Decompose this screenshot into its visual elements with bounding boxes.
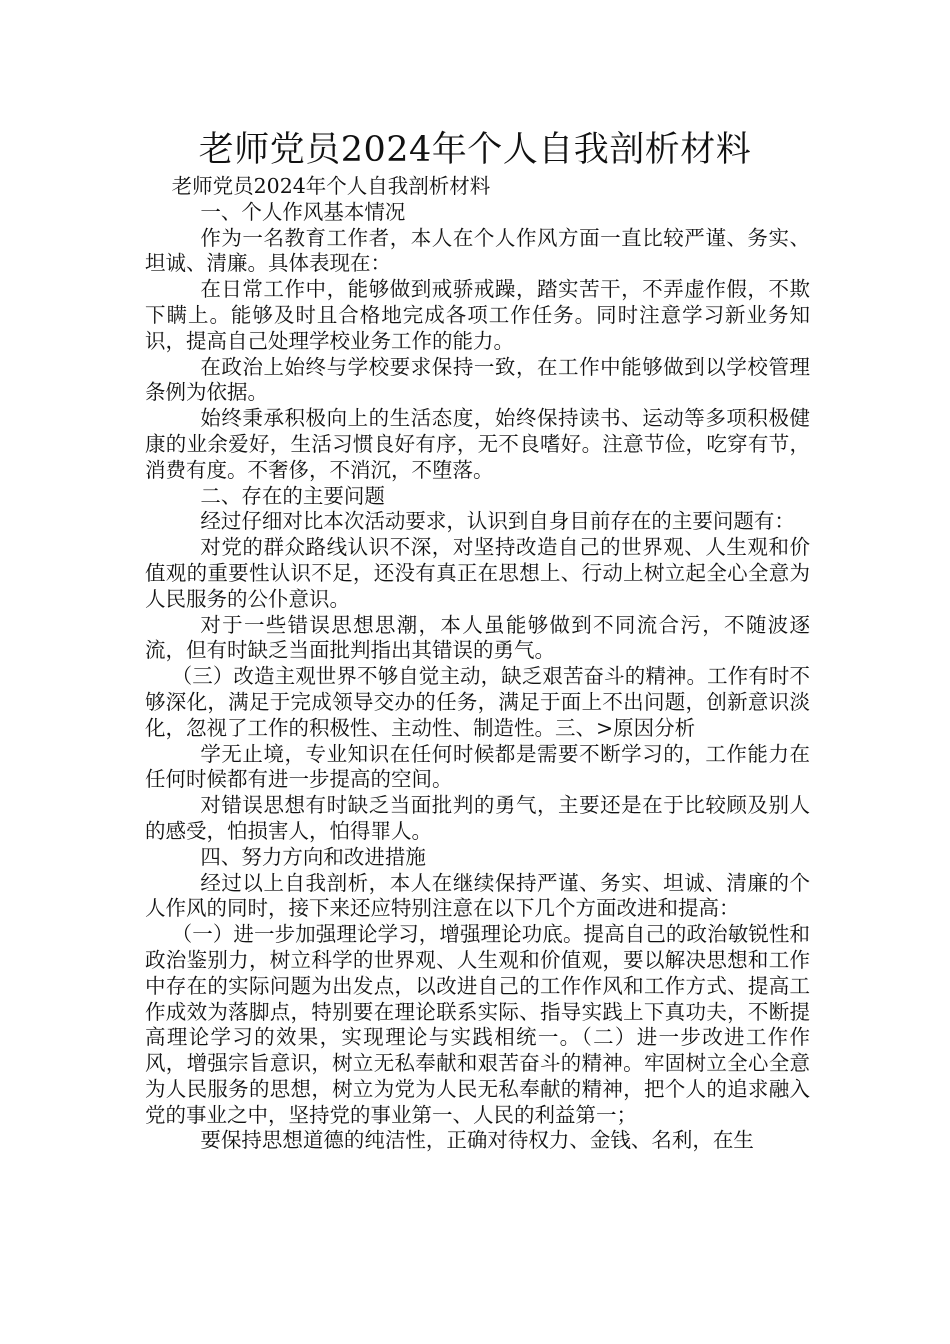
document-title: 老师党员2024年个人自我剖析材料 bbox=[198, 130, 752, 170]
paragraph: 在政治上始终与学校要求保持一致，在工作中能够做到以学校管理条例为依据。 bbox=[145, 354, 810, 405]
document-subtitle: 老师党员2024年个人自我剖析材料 bbox=[171, 174, 491, 198]
section-heading-1: 一、个人作风基本情况 bbox=[200, 199, 406, 224]
paragraph: 经过以上自我剖析，本人在继续保持严谨、务实、坦诚、清廉的个人作风的同时，接下来还应特别注意在以下几个方面改进和提高： bbox=[145, 870, 810, 921]
paragraph: 作为一名教育工作者，本人在个人作风方面一直比较严谨、务实、坦诚、清廉。具体表现在： bbox=[145, 225, 810, 276]
paragraph: （一）进一步加强理论学习，增强理论功底。提高自己的政治敏锐性和政治鉴别力，树立科学的世界观、人生观和价值观，要以解决思想和工作中存在的实际问题为出发点，以改进自己的工作作风和工作方式、提高工作成效为落脚点，特别要在理论联系实际、指导实践上下真功夫，不断提高理论学习的效果，实现理论与实践相统一。（二）进一步改进工作作风，增强宗旨意识，树立无私奉献和艰苦奋斗的精神。牢固树立全心全意为人民服务的思想，树立为党为人民无私奉献的精神，把个人的追求融入党的事业之中，坚持党的事业第一、人民的利益第一； bbox=[145, 922, 810, 1127]
paragraph: 始终秉承积极向上的生活态度，始终保持读书、运动等多项积极健康的业余爱好，生活习惯良好有序，无不良嗜好。注意节俭，吃穿有节，消费有度。不奢侈，不消沉，不堕落。 bbox=[145, 406, 810, 482]
paragraph: 学无止境，专业知识在任何时候都是需要不断学习的，工作能力在任何时候都有进一步提高的空间。 bbox=[145, 741, 810, 792]
document-body bbox=[145, 174, 810, 1154]
paragraph: 对党的群众路线认识不深，对坚持改造自己的世界观、人生观和价值观的重要性认识不足，还没有真正在思想上、行动上树立起全心全意为人民服务的公仆意识。 bbox=[145, 535, 810, 611]
paragraph: 对于一些错误思想思潮，本人虽能够做到不同流合污，不随波逐流，但有时缺乏当面批判指出其错误的勇气。 bbox=[145, 612, 810, 663]
paragraph: 在日常工作中，能够做到戒骄戒躁，踏实苦干，不弄虚作假，不欺下瞒上。能够及时且合格地完成各项工作任务。同时注意学习新业务知识，提高自己处理学校业务工作的能力。 bbox=[145, 277, 810, 353]
paragraph: 要保持思想道德的纯洁性，正确对待权力、金钱、名利，在生 bbox=[200, 1128, 754, 1153]
paragraph: 经过仔细对比本次活动要求，认识到自身目前存在的主要问题有： bbox=[200, 509, 795, 534]
section-heading-4: 四、努力方向和改进措施 bbox=[200, 844, 426, 869]
section-heading-2: 二、存在的主要问题 bbox=[200, 483, 385, 508]
paragraph: 对错误思想有时缺乏当面批判的勇气，主要还是在于比较顾及别人的感受，怕损害人，怕得罪人。 bbox=[145, 793, 810, 843]
paragraph: （三）改造主观世界不够自觉主动，缺乏艰苦奋斗的精神。工作有时不够深化，满足于完成领导交办的任务，满足于面上不出问题，创新意识淡化，忽视了工作的积极性、主动性、制造性。三、>原因分析 bbox=[145, 664, 810, 740]
